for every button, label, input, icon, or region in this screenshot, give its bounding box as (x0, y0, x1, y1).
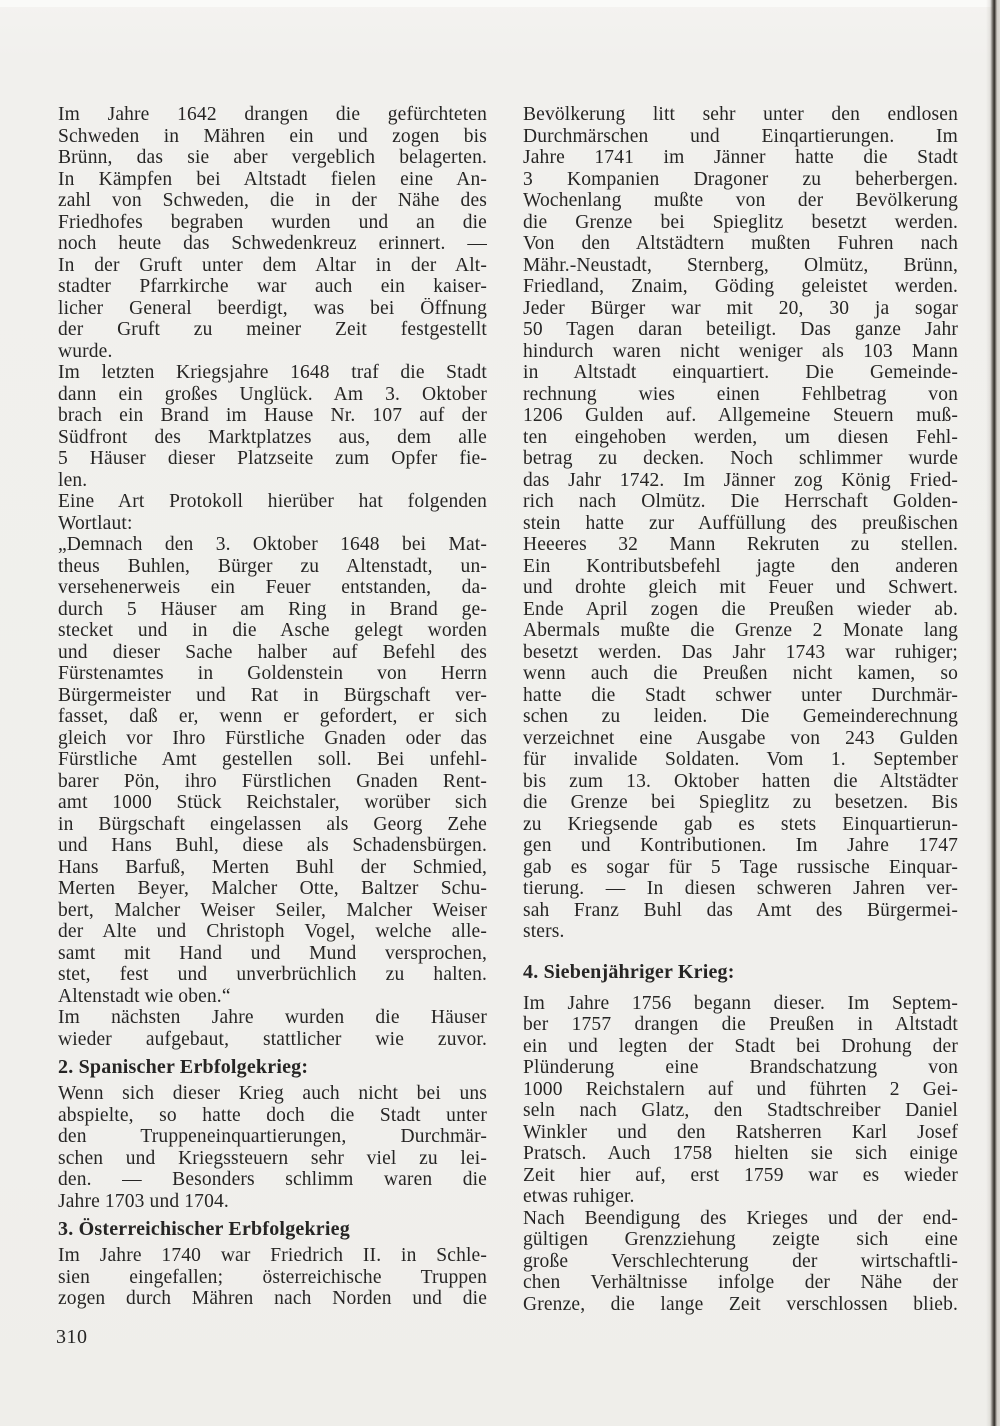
text-line: stecket und in die Asche gelegt worden (58, 620, 487, 641)
text-line: fasset, daß er, wenn er gefordert, er sich (58, 706, 487, 727)
text-line: seln nach Glatz, den Stadtschreiber Daniel (523, 1100, 958, 1121)
text-line: gleich vor Ihro Fürstliche Gnaden oder das (58, 727, 487, 749)
text-line: das Jahr 1742. Im Jänner zog König Fried- (523, 469, 958, 491)
text-line: Plünderung eine Brandschatzung von (523, 1057, 958, 1078)
text-line: besetzt werden. Das Jahr 1743 war ruhiger; (523, 641, 958, 663)
text-line: und dieser Sache halber auf Befehl des (58, 641, 487, 663)
text-line: den. — Besonders schlimm waren die (58, 1169, 487, 1190)
paragraph (58, 104, 487, 362)
text-line: Im Jahre 1740 war Friedrich II. in Schle- (58, 1245, 487, 1266)
text-line: zahl von Schweden, die in der Nähe des (58, 190, 487, 211)
text-line: versehenerweis ein Feuer entstanden, da- (58, 577, 487, 598)
paragraph (58, 1007, 487, 1050)
text-line: Bevölkerung litt sehr unter den endlosen (523, 104, 958, 125)
text-line: Wochenlang mußte von der Bevölkerung (523, 190, 958, 211)
text-line: Im Jahre 1756 begann dieser. Im Septem- (523, 992, 958, 1014)
text-line: und drohte gleich mit Feuer und Schwert. (523, 577, 958, 598)
text-line: 1206 Gulden auf. Allgemeine Steuern muß- (523, 405, 958, 426)
section-heading: 3. Österreichischer Erbfolgekrieg (58, 1218, 350, 1240)
text-line: Eine Art Protokoll hierüber hat folgenden (58, 491, 487, 512)
text-line: rich nach Olmütz. Die Herrschaft Golden- (523, 491, 958, 512)
text-line: etwas ruhiger. (523, 1186, 635, 1207)
text-line: stadter Pfarrkirche war auch ein kaiser- (58, 276, 487, 297)
paragraph (58, 1083, 487, 1212)
text-line: bert, Malcher Weiser Seiler, Malcher Weiser (58, 899, 487, 921)
text-line: sters. (523, 921, 565, 942)
text-line: und Hans Buhl, diese als Schadensbürgen. (58, 835, 487, 856)
text-line: der Gruft zu meiner Zeit festgestellt (58, 319, 487, 340)
text-line: Pratsch. Auch 1758 hielten sie sich einige (523, 1143, 958, 1164)
text-line: Wortlaut: (58, 512, 133, 534)
text-line: Abermals mußte die Grenze 2 Monate lang (523, 620, 958, 641)
text-line: tierung. — In diesen schweren Jahren ver- (523, 878, 958, 899)
paragraph (58, 534, 487, 1007)
left-text-column (58, 104, 487, 1310)
text-line: sah Franz Buhl das Amt des Bürgermei- (523, 899, 958, 921)
text-line: Jahre 1741 im Jänner hatte die Stadt (523, 147, 958, 168)
text-line: Ein Kontributsbefehl jagte den anderen (523, 555, 958, 577)
text-line: In der Gruft unter dem Altar in der Alt- (58, 254, 487, 276)
right-text-column (523, 104, 958, 1315)
text-line: Südfront des Marktplatzes aus, dem alle (58, 426, 487, 448)
text-line: Jeder Bürger war mit 20, 30 ja sogar (523, 297, 958, 319)
section-heading: 2. Spanischer Erbfolgekrieg: (58, 1056, 309, 1078)
text-line: Hans Barfuß, Merten Buhl der Schmied, (58, 856, 487, 878)
text-line: wurde. (58, 340, 113, 362)
text-line: chen Verhältnisse infolge der Nähe der (523, 1272, 958, 1293)
text-line: der Alte und Christoph Vogel, welche alle- (58, 921, 487, 942)
text-line: Grenze, die lange Zeit verschlossen blieb. (523, 1293, 958, 1315)
text-line: große Verschlechterung der wirtschaftli- (523, 1250, 958, 1272)
text-line: Wenn sich dieser Krieg auch nicht bei uns (58, 1083, 487, 1104)
paragraph (58, 491, 487, 534)
text-line: Altenstadt wie oben.“ (58, 985, 231, 1007)
text-line: den Truppeneinquartierungen, Durchmär- (58, 1126, 487, 1147)
text-line: Schweden in Mähren ein und zogen bis (58, 125, 487, 147)
text-line: Von den Altstädtern mußten Fuhren nach (523, 233, 958, 254)
text-line: In Kämpfen bei Altstadt fielen eine An- (58, 168, 487, 190)
text-line: amt 1000 Stück Reichstaler, worüber sich (58, 792, 487, 813)
text-line: „Demnach den 3. Oktober 1648 bei Mat- (58, 534, 487, 555)
text-line: Im nächsten Jahre wurden die Häuser (58, 1007, 487, 1028)
text-line: in Bürgschaft eingelassen als Georg Zehe (58, 813, 487, 835)
text-line: durch 5 Häuser am Ring in Brand ge- (58, 598, 487, 620)
text-line: Jahre 1703 und 1704. (58, 1190, 229, 1212)
text-line: gültigen Grenzziehung zeigte sich eine (523, 1229, 958, 1250)
text-line: wieder aufgebaut, stattlicher wie zuvor. (58, 1028, 487, 1050)
text-line: 3 Kompanien Dragoner zu beherbergen. (523, 168, 958, 190)
text-line: Winkler und den Ratsherren Karl Josef (523, 1121, 958, 1143)
text-line: 50 Tagen daran beteiligt. Das ganze Jahr (523, 319, 958, 340)
text-line: Durchmärschen und Einqartierungen. Im (523, 125, 958, 147)
text-line: Fürstliche Amt gestellen soll. Bei unfehl- (58, 749, 487, 770)
text-line: in Altstadt einquartiert. Die Gemeinde- (523, 362, 958, 383)
text-line: ein und legten der Stadt bei Drohung der (523, 1035, 958, 1057)
text-line: ten eingehoben werden, um diesen Fehl- (523, 426, 958, 448)
text-line: hindurch waren nicht weniger als 103 Mann (523, 340, 958, 362)
text-line: brach ein Brand im Hause Nr. 107 auf der (58, 405, 487, 426)
text-line: schen zu leiden. Die Gemeinderechnung (523, 706, 958, 727)
text-line: Im Jahre 1642 drangen die gefürchteten (58, 104, 487, 125)
text-line: Friedhofes begraben wurden und an die (58, 211, 487, 233)
text-line: noch heute das Schwedenkreuz erinnert. — (58, 233, 487, 254)
text-line: stein hatte zur Auffüllung des preußischen (523, 512, 958, 534)
text-line: 1000 Reichstalern auf und führten 2 Gei- (523, 1078, 958, 1100)
paragraph (523, 1208, 958, 1316)
text-line: hatte die Stadt schwer unter Durchmär- (523, 684, 958, 706)
text-line: zogen durch Mähren nach Norden und die (58, 1288, 487, 1309)
text-line: theus Buhlen, Bürger zu Altenstadt, un- (58, 555, 487, 577)
text-line: dann ein großes Unglück. Am 3. Oktober (58, 383, 487, 405)
text-line: gab es sogar für 5 Tage russische Einquar- (523, 856, 958, 878)
text-line: Merten Beyer, Malcher Otte, Baltzer Schu- (58, 878, 487, 899)
page-edge-shadow (986, 0, 1000, 1426)
text-line: barer Pön, ihro Fürstlichen Gnaden Rent- (58, 770, 487, 792)
scan-top-edge (0, 0, 1000, 7)
text-line: Brünn, das sie aber vergeblich belagerten. (58, 147, 487, 168)
text-line: ber 1757 drangen die Preußen in Altstadt (523, 1014, 958, 1035)
text-line: sien eingefallen; österreichische Truppen (58, 1266, 487, 1288)
text-line: Friedland, Znaim, Göding geleistet werden. (523, 276, 958, 297)
text-line: 5 Häuser dieser Platzseite zum Opfer fie- (58, 448, 487, 469)
text-line: die Grenze bei Spieglitz besetzt werden. (523, 211, 958, 233)
text-line: zu Kriegsende gab es stets Einquartierun- (523, 813, 958, 835)
text-line: für invalide Soldaten. Vom 1. September (523, 749, 958, 770)
text-line: Ende April zogen die Preußen wieder ab. (523, 598, 958, 620)
paragraph (58, 362, 487, 491)
paragraph (523, 104, 958, 943)
text-line: len. (58, 469, 88, 491)
text-line: betrag zu decken. Noch schlimmer wurde (523, 448, 958, 469)
text-line: Im letzten Kriegsjahre 1648 traf die Stadt (58, 362, 487, 383)
text-line: verzeichnet eine Ausgabe von 243 Gulden (523, 727, 958, 749)
text-line: wenn auch die Preußen nicht kamen, so (523, 663, 958, 684)
text-line: stet, fest und unverbrüchlich zu halten. (58, 964, 487, 985)
text-line: die Grenze bei Spieglitz zu besetzen. Bis (523, 792, 958, 813)
text-line: bis zum 13. Oktober hatten die Altstädter (523, 770, 958, 792)
text-line: Nach Beendigung des Krieges und der end- (523, 1207, 958, 1229)
text-line: abspielte, so hatte doch die Stadt unter (58, 1104, 487, 1126)
section-heading: 4. Siebenjähriger Krieg: (523, 960, 735, 983)
text-line: Heeeres 32 Mann Rekruten zu stellen. (523, 534, 958, 555)
text-line: licher General beerdigt, was bei Öffnung (58, 297, 487, 319)
paragraph (523, 993, 958, 1208)
text-line: gen und Kontributionen. Im Jahre 1747 (523, 835, 958, 856)
text-line: samt mit Hand und Mund versprochen, (58, 942, 487, 964)
text-line: Bürgermeister und Rat in Bürgschaft ver- (58, 684, 487, 706)
text-line: Zeit hier auf, erst 1759 war es wieder (523, 1164, 958, 1186)
text-line: Mähr.-Neustadt, Sternberg, Olmütz, Brünn, (523, 254, 958, 276)
text-line: Fürstenamtes in Goldenstein von Herrn (58, 663, 487, 684)
text-line: rechnung wies einen Fehlbetrag von (523, 383, 958, 405)
paragraph (58, 1245, 487, 1310)
page-number: 310 (56, 1326, 88, 1348)
text-line: schen und Kriegssteuern sehr viel zu lei- (58, 1147, 487, 1169)
